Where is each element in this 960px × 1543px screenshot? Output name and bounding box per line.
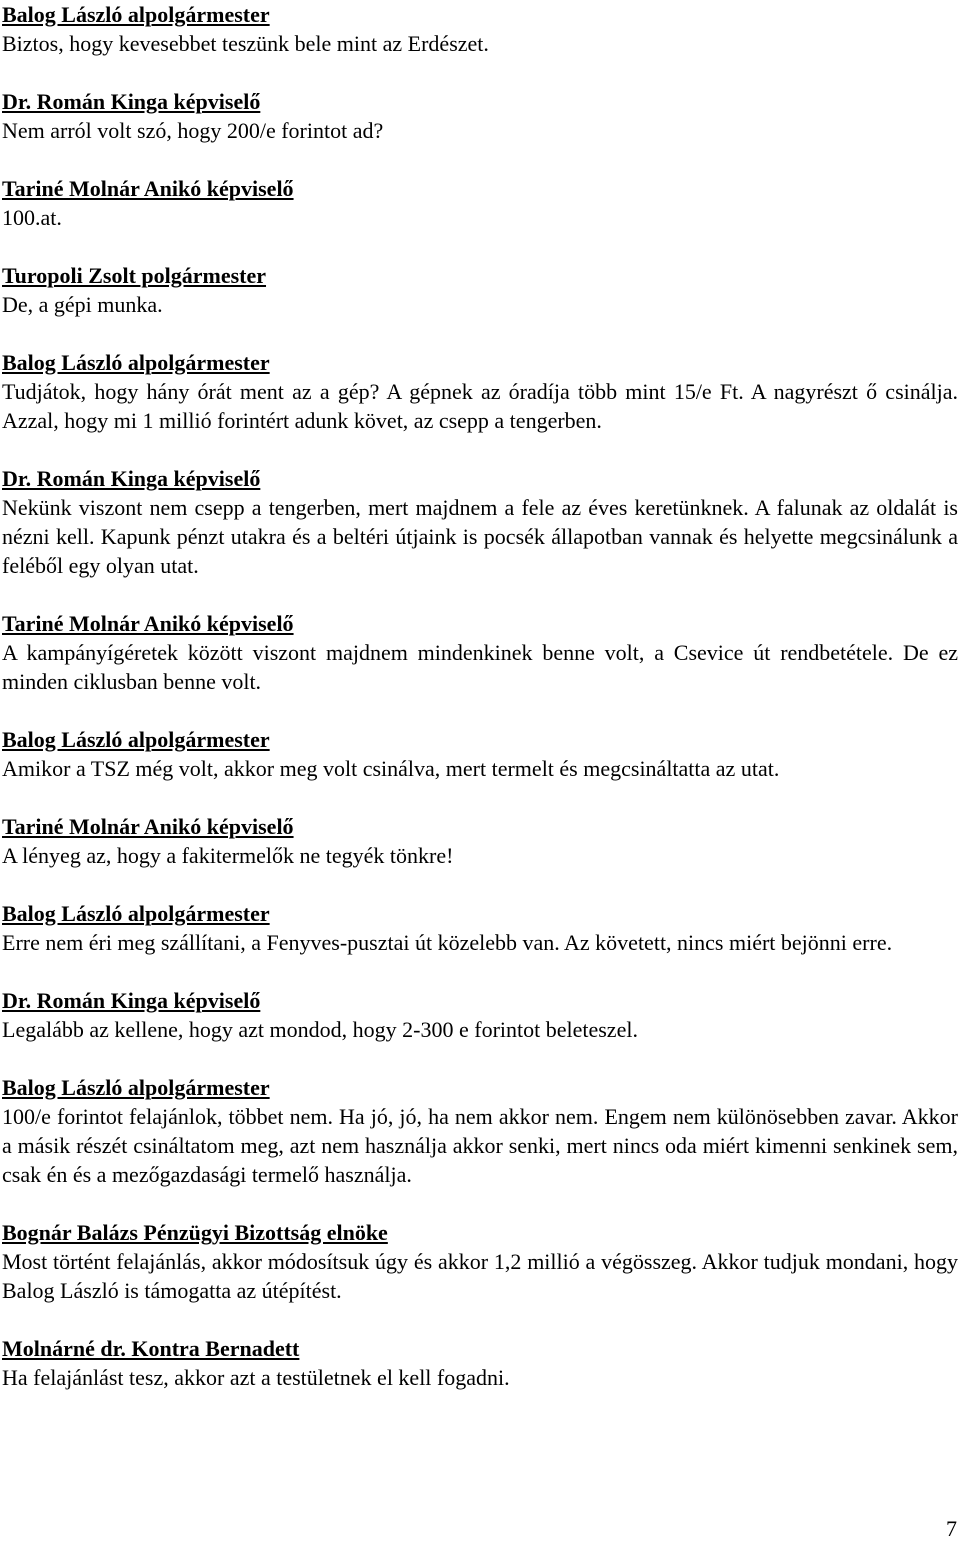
speaker-name: Balog László alpolgármester [2, 727, 270, 752]
speech-text: Most történt felajánlás, akkor módosítsuk úgy és akkor 1,2 millió a végösszeg. Akkor tudjuk mondani, hogy Balog László is támogatta az útépítést. [2, 1249, 958, 1303]
speaker-name: Tariné Molnár Anikó képviselő [2, 814, 294, 839]
speaker-name: Dr. Román Kinga képviselő [2, 466, 261, 491]
speech-text: Biztos, hogy kevesebbet teszünk bele mint az Erdészet. [2, 31, 489, 56]
speaker-name: Dr. Román Kinga képviselő [2, 89, 261, 114]
speech-text: Nekünk viszont nem csepp a tengerben, mert majdnem a fele az éves keretünknek. A falunak az oldalát is nézni kell. Kapunk pénzt utakra és a beltéri útjaink is pocsék állapotban vannak és helyette megcsinálunk a feléből egy olyan utat. [2, 495, 958, 578]
speaker-name: Tariné Molnár Anikó képviselő [2, 176, 294, 201]
speech-text: A lényeg az, hogy a fakitermelők ne tegyék tönkre! [2, 843, 454, 868]
speaker-name: Balog László alpolgármester [2, 350, 270, 375]
speech-entry [2, 812, 958, 870]
speech-entry [2, 1218, 958, 1305]
speaker-name: Balog László alpolgármester [2, 2, 270, 27]
speech-text: Amikor a TSZ még volt, akkor meg volt csinálva, mert termelt és megcsináltatta az utat. [2, 756, 780, 781]
speaker-name: Bognár Balázs Pénzügyi Bizottság elnöke [2, 1220, 388, 1245]
speaker-name: Tariné Molnár Anikó képviselő [2, 611, 294, 636]
speech-entry [2, 1073, 958, 1189]
speech-text: De, a gépi munka. [2, 292, 163, 317]
speech-text: Nem arról volt szó, hogy 200/e forintot ad? [2, 118, 384, 143]
speech-text: 100/e forintot felajánlok, többet nem. Ha jó, jó, ha nem akkor nem. Engem nem különösebben zavar. Akkor a másik részét csináltatom meg, azt nem használja akkor senki, mert nincs oda miért kimenni senkinek sem, csak én és a mezőgazdasági termelő használja. [2, 1104, 958, 1187]
speech-entry [2, 174, 958, 232]
speech-text: Ha felajánlást tesz, akkor azt a testületnek el kell fogadni. [2, 1365, 510, 1390]
speech-text: A kampányígéretek között viszont majdnem mindenkinek benne volt, a Csevice út rendbetétele. De ez minden ciklusban benne volt. [2, 640, 958, 694]
speech-entry [2, 464, 958, 580]
speaker-name: Balog László alpolgármester [2, 1075, 270, 1100]
speaker-name: Balog László alpolgármester [2, 901, 270, 926]
speech-entry [2, 986, 958, 1044]
speaker-name: Turopoli Zsolt polgármester [2, 263, 267, 288]
speech-entry [2, 725, 958, 783]
speech-entry [2, 1334, 958, 1392]
speech-text: 100.at. [2, 205, 62, 230]
speech-entry [2, 87, 958, 145]
speech-entry [2, 609, 958, 696]
speech-entry [2, 899, 958, 957]
speech-entry [2, 0, 958, 58]
speech-entry [2, 348, 958, 435]
speaker-name: Dr. Román Kinga képviselő [2, 988, 261, 1013]
speech-text: Erre nem éri meg szállítani, a Fenyves-pusztai út közelebb van. Az követett, nincs miért bejönni erre. [2, 930, 893, 955]
speech-text: Tudjátok, hogy hány órát ment az a gép? A gépnek az óradíja több mint 15/e Ft. A nagyrészt ő csinálja. Azzal, hogy mi 1 millió forintért adunk követ, az csepp a tengerben. [2, 379, 958, 433]
page-number: 7 [946, 1516, 957, 1541]
speech-entry [2, 261, 958, 319]
speech-text: Legalább az kellene, hogy azt mondod, hogy 2-300 e forintot beleteszel. [2, 1017, 638, 1042]
speaker-name: Molnárné dr. Kontra Bernadett [2, 1336, 300, 1361]
